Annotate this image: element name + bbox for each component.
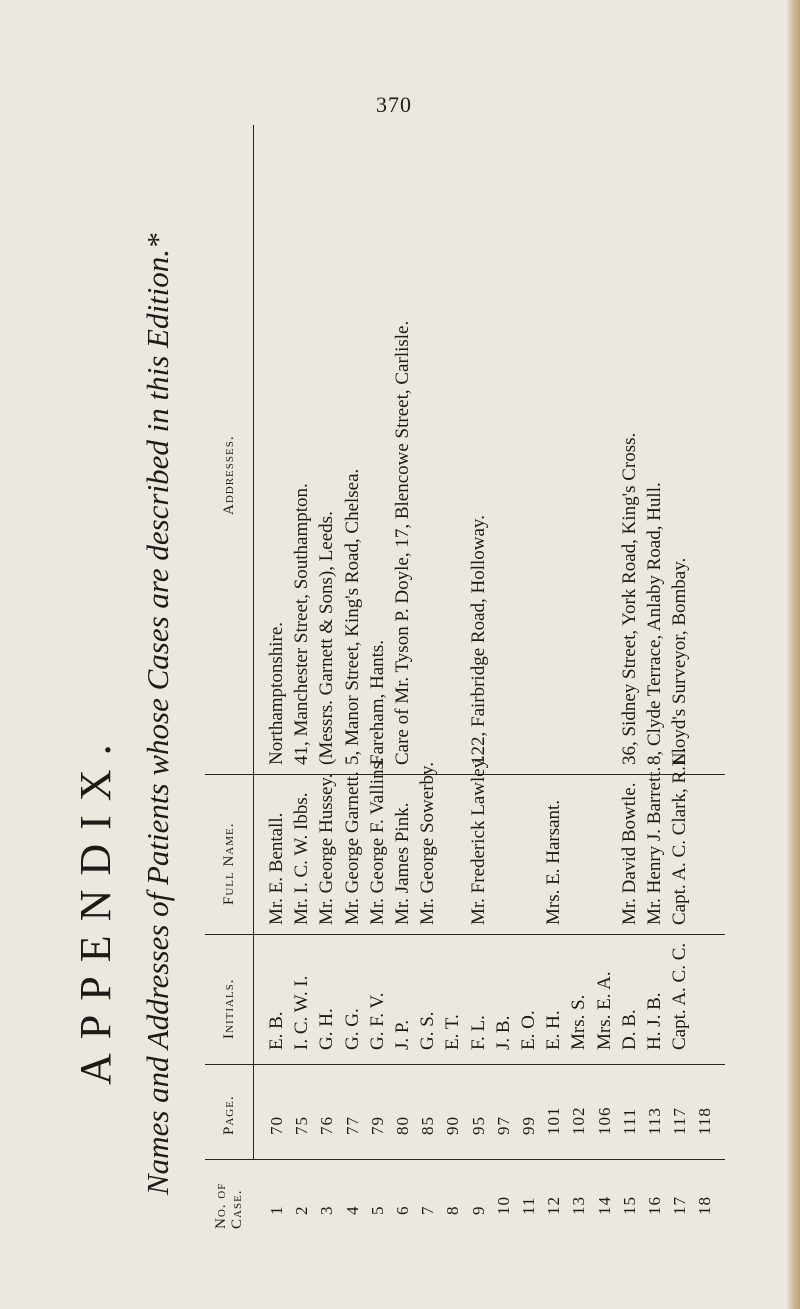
initials-cell: Capt. A. C. C.	[669, 942, 691, 1050]
col-head-full-name: Full Name.	[221, 822, 237, 905]
page-number-cell: 90	[443, 1116, 463, 1135]
initials-cell: E. O.	[518, 1010, 539, 1050]
case-number: 13	[569, 1196, 589, 1215]
initials-cell: G. H.	[316, 1008, 338, 1050]
case-number: 16	[645, 1196, 664, 1215]
col-head-page: Page.	[221, 1095, 237, 1135]
full-name-cell: Mr. Henry J. Barrett.	[644, 766, 665, 925]
header-rule	[253, 125, 254, 1160]
address-cell: Lloyd's Surveyor, Bombay.	[669, 557, 691, 765]
full-name-cell: Mr. James Pink.	[392, 802, 413, 925]
address-cell: 5, Manor Street, King's Road, Chelsea.	[341, 468, 363, 765]
case-number: 11	[519, 1196, 538, 1215]
initials-cell: I. C. W. I.	[291, 975, 313, 1050]
case-number: 14	[594, 1196, 614, 1215]
address-cell: 41, Manchester Street, Southampton.	[291, 483, 313, 765]
case-number: 5	[367, 1205, 387, 1215]
page-number-cell: 85	[418, 1116, 438, 1135]
page-number-cell: 102	[569, 1106, 589, 1135]
case-number: 12	[544, 1196, 564, 1215]
full-name-cell: Mr. I. C. W. Ibbs.	[291, 792, 313, 925]
case-number: 7	[418, 1205, 438, 1215]
page-number-cell: 75	[292, 1116, 312, 1135]
scan-page-edge	[786, 0, 800, 1309]
case-number: 2	[292, 1205, 312, 1215]
case-number: 10	[493, 1196, 513, 1215]
address-cell: Fareham, Hants.	[366, 639, 388, 765]
full-name-cell: Mrs. E. Harsant.	[543, 799, 565, 925]
case-number: 6	[393, 1205, 412, 1215]
initials-cell: F. L.	[467, 1015, 489, 1050]
page-number-cell: 106	[594, 1106, 614, 1135]
full-name-cell: Mr. E. Bentall.	[266, 812, 287, 925]
appendix-heading: APPENDIX.	[71, 730, 120, 1085]
address-cell: Northamptonshire.	[266, 621, 287, 765]
page-number-cell: 95	[468, 1116, 488, 1135]
initials-cell: Mrs. S.	[568, 994, 590, 1050]
column-divider	[205, 934, 725, 935]
page-number-cell: 80	[393, 1116, 412, 1135]
page-number-cell: 79	[367, 1116, 387, 1135]
initials-cell: J. B.	[492, 1015, 514, 1050]
case-number: 1	[267, 1205, 286, 1215]
col-head-initials: Initials.	[221, 978, 237, 1039]
column-divider	[205, 1064, 725, 1065]
initials-cell: D. B.	[618, 1009, 640, 1050]
case-number: 3	[317, 1205, 337, 1215]
address-cell: Care of Mr. Tyson P. Doyle, 17, Blencowe Street, Carlisle.	[392, 320, 413, 765]
page-number-cell: 117	[670, 1107, 690, 1135]
address-cell: 122, Fairbridge Road, Holloway.	[467, 515, 489, 765]
col-head-case: No. of Case.	[213, 1182, 245, 1229]
initials-cell: E. H.	[543, 1010, 565, 1050]
address-cell: 8, Clyde Terrace, Anlaby Road, Hull.	[644, 482, 665, 765]
page-number: 370	[376, 92, 412, 117]
initials-cell: G. F. V.	[366, 992, 388, 1050]
initials-cell: J. P.	[392, 1019, 413, 1050]
initials-cell: E. B.	[266, 1011, 287, 1050]
initials-cell: G. G.	[341, 1008, 363, 1050]
case-number: 17	[670, 1196, 690, 1215]
page-number-cell: 101	[544, 1106, 564, 1135]
initials-cell: E. T.	[442, 1014, 464, 1050]
full-name-cell: Capt. A. C. Clark, R.N.	[669, 747, 691, 925]
full-name-cell: Mr. David Bowtle.	[618, 782, 640, 925]
page-number-cell: 99	[519, 1116, 538, 1135]
full-name-cell: Mr. Frederick Lawley.	[467, 755, 489, 925]
case-number: 18	[695, 1196, 715, 1215]
col-head-addresses: Addresses.	[221, 435, 237, 515]
full-name-cell: Mr. George Hussey.	[316, 773, 338, 925]
page-number-cell: 77	[342, 1116, 362, 1135]
page-number-cell: 97	[493, 1116, 513, 1135]
page-number-cell: 113	[645, 1107, 664, 1135]
full-name-cell: Mr. George Sowerby.	[417, 761, 439, 925]
appendix-subheading: Names and Addresses of Patients whose Cases are described in this Edition.*	[140, 233, 175, 1195]
page-number-cell: 76	[317, 1116, 337, 1135]
case-number: 8	[443, 1205, 463, 1215]
page-number-cell: 111	[619, 1107, 639, 1135]
full-name-cell: Mr. George Garnett.	[341, 771, 363, 925]
page-number-cell: 70	[267, 1116, 286, 1135]
address-cell: (Messrs. Garnett & Sons), Leeds.	[316, 511, 338, 765]
rotated-appendix-sheet	[70, 125, 725, 1235]
column-divider	[205, 1159, 725, 1160]
full-name-cell: Mr. George F. Vallins.	[366, 757, 388, 925]
initials-cell: Mrs. E. A.	[593, 971, 615, 1050]
case-number: 4	[342, 1205, 362, 1215]
initials-cell: G. S.	[417, 1011, 439, 1050]
initials-cell: H. J. B.	[644, 992, 665, 1050]
patients-table	[205, 125, 725, 1235]
page-number-cell: 118	[695, 1107, 715, 1135]
address-cell: 36, Sidney Street, York Road, King's Cross.	[618, 432, 640, 765]
case-number: 9	[468, 1205, 488, 1215]
case-number: 15	[619, 1196, 639, 1215]
